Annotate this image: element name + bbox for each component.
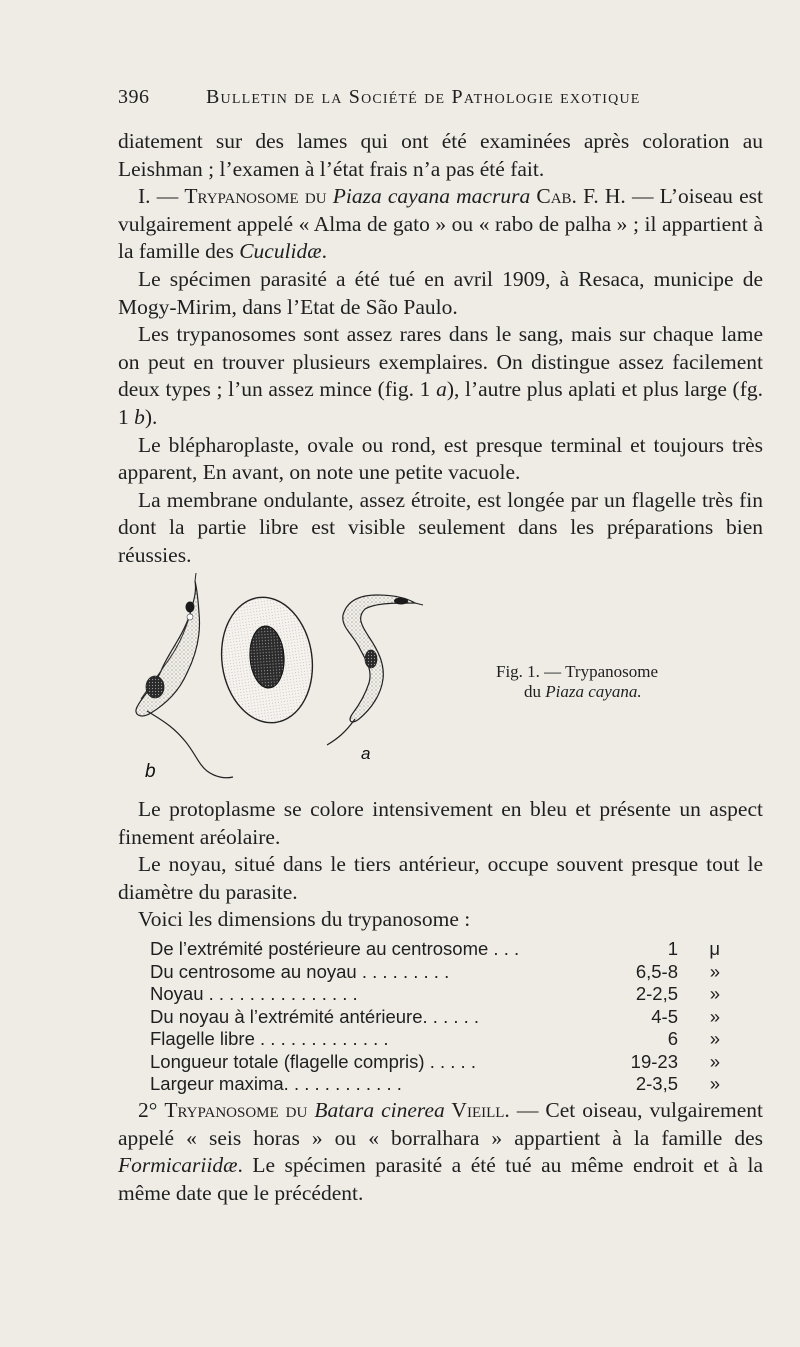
species-name: Batara cinerea (314, 1098, 445, 1122)
middle-text-block (118, 796, 763, 934)
paragraph-dimensions-intro: Voici les dimensions du trypanosome : (138, 907, 471, 932)
running-header (118, 86, 670, 116)
parasite-b (136, 573, 233, 778)
table-row (150, 983, 720, 1006)
section-number: I. — (138, 184, 185, 209)
section-title-sc: Trypanosome du (184, 184, 333, 209)
dimension-unit: » (709, 960, 720, 982)
figure-trypanosomes (115, 573, 435, 793)
paragraph-blepharoplast: Le blépharoplaste, ovale ou rond, est presque terminal et toujours très apparent, En avant, on note une petite vacuole. (118, 432, 763, 485)
dimension-unit: μ (709, 938, 720, 959)
table-row (150, 961, 720, 984)
section-text: — L’oiseau est vulgairement appelé « Alma de gato » ou « rabo de palha » ; il appartient à la famille des (118, 184, 763, 264)
paragraph-nucleus: Le noyau, situé dans le tiers antérieur, occupe souvent presque tout le diamètre du parasite. (118, 852, 763, 904)
sentence-end: . (321, 239, 327, 264)
caption-species: Piaza cayana. (545, 682, 642, 701)
text-run: ). (144, 404, 158, 429)
label-a: a (361, 744, 371, 763)
caption-pre: du (524, 682, 546, 701)
running-title: Bulletin de la Société de Pathologie exotique (206, 86, 641, 108)
dimension-label: De l’extrémité postérieure au centrosome . . . (150, 938, 520, 959)
dimension-label: Flagelle libre . . . . . . . . . . . . . (150, 1028, 389, 1049)
fig-ref-b: b (134, 404, 145, 429)
dimension-unit: » (709, 1050, 720, 1072)
dimension-label: Du noyau à l’extrémité antérieure. . . . . . (150, 1005, 480, 1027)
paragraph-trypanosomes (118, 321, 763, 431)
paragraph-membrane: La membrane ondulante, assez étroite, est longée par un flagelle très fin dont la partie libre est visible seulement dans les préparations bien réussies. (118, 487, 763, 567)
bottom-text-block (118, 1097, 763, 1207)
dimensions-table (150, 938, 720, 1096)
paragraph-protoplasm: Le protoplasme se colore intensivement en bleu et présente un aspect finement aréolaire. (118, 797, 763, 849)
table-row (150, 1073, 720, 1096)
text-run: . Le spécimen parasité a été tué au même endroit et à la même date que le précédent. (118, 1153, 763, 1205)
dimension-label: Longueur totale (flagelle compris) . . . . . (150, 1050, 476, 1072)
text-run: ), l’autre plus aplati et plus large (fg. 1 (118, 377, 763, 429)
figure-illustration (115, 573, 435, 793)
figure-caption (496, 662, 726, 702)
dimension-value: 19-23 (630, 1050, 678, 1072)
table-row (150, 938, 720, 961)
text-run: — Cet oiseau, vulgairement appelé « seis horas » ou « borralhara » appartient à la famille des (118, 1098, 763, 1150)
dimension-unit: » (709, 1028, 720, 1049)
fig-ref-a: a (436, 377, 447, 402)
text-run: Les trypanosomes sont assez rares dans le sang, mais sur chaque lame on peut en trouver plusieurs exemplaires. On distingue assez facilement deux types ; l’un assez mince (fig. 1 (118, 322, 763, 402)
label-b: b (145, 761, 156, 782)
top-text-block (118, 128, 763, 570)
table-row (150, 1051, 720, 1074)
dimension-unit: » (709, 1005, 720, 1027)
table-row (150, 1006, 720, 1029)
dimension-value: 2-2,5 (635, 983, 678, 1004)
family-name: Cuculidæ (239, 239, 322, 264)
section-number: 2° (138, 1098, 165, 1122)
dimension-unit: » (709, 983, 720, 1004)
species-author: Vieill. (444, 1098, 510, 1122)
species-name: Piaza cayana macrura (332, 184, 531, 209)
paragraph-section-2 (118, 1097, 763, 1207)
dimension-unit: » (709, 1073, 720, 1094)
page-number: 396 (118, 86, 150, 108)
caption-line-2 (496, 682, 726, 702)
dimension-label: Noyau . . . . . . . . . . . . . . . (150, 983, 358, 1004)
table-row (150, 1028, 720, 1051)
species-author: Cab. F. H. (530, 184, 626, 209)
dimension-value: 4-5 (651, 1005, 678, 1027)
paragraph-continuation: diatement sur des lames qui ont été examinées après coloration au Leishman ; l’examen à l’état frais n’a pas été fait. (118, 129, 763, 181)
paragraph-section-1 (118, 183, 763, 266)
paragraph-specimen: Le spécimen parasité a été tué en avril 1909, à Resaca, municipe de Mogy-Mirim, dans l’Etat de São Paulo. (118, 266, 763, 319)
section-title-sc: Trypanosome du (164, 1098, 315, 1122)
dimension-value: 1 (667, 938, 678, 959)
dimension-value: 6,5-8 (635, 960, 678, 982)
dimension-label: Largeur maxima. . . . . . . . . . . . (150, 1073, 402, 1094)
caption-line-1: Fig. 1. — Trypanosome (496, 662, 658, 681)
family-name: Formicariidæ (118, 1153, 238, 1178)
parasite-a (327, 595, 423, 745)
erythrocyte (214, 591, 321, 728)
dimension-value: 2-3,5 (635, 1073, 678, 1094)
dimension-label: Du centrosome au noyau . . . . . . . . . (150, 960, 450, 982)
dimension-value: 6 (667, 1028, 678, 1049)
